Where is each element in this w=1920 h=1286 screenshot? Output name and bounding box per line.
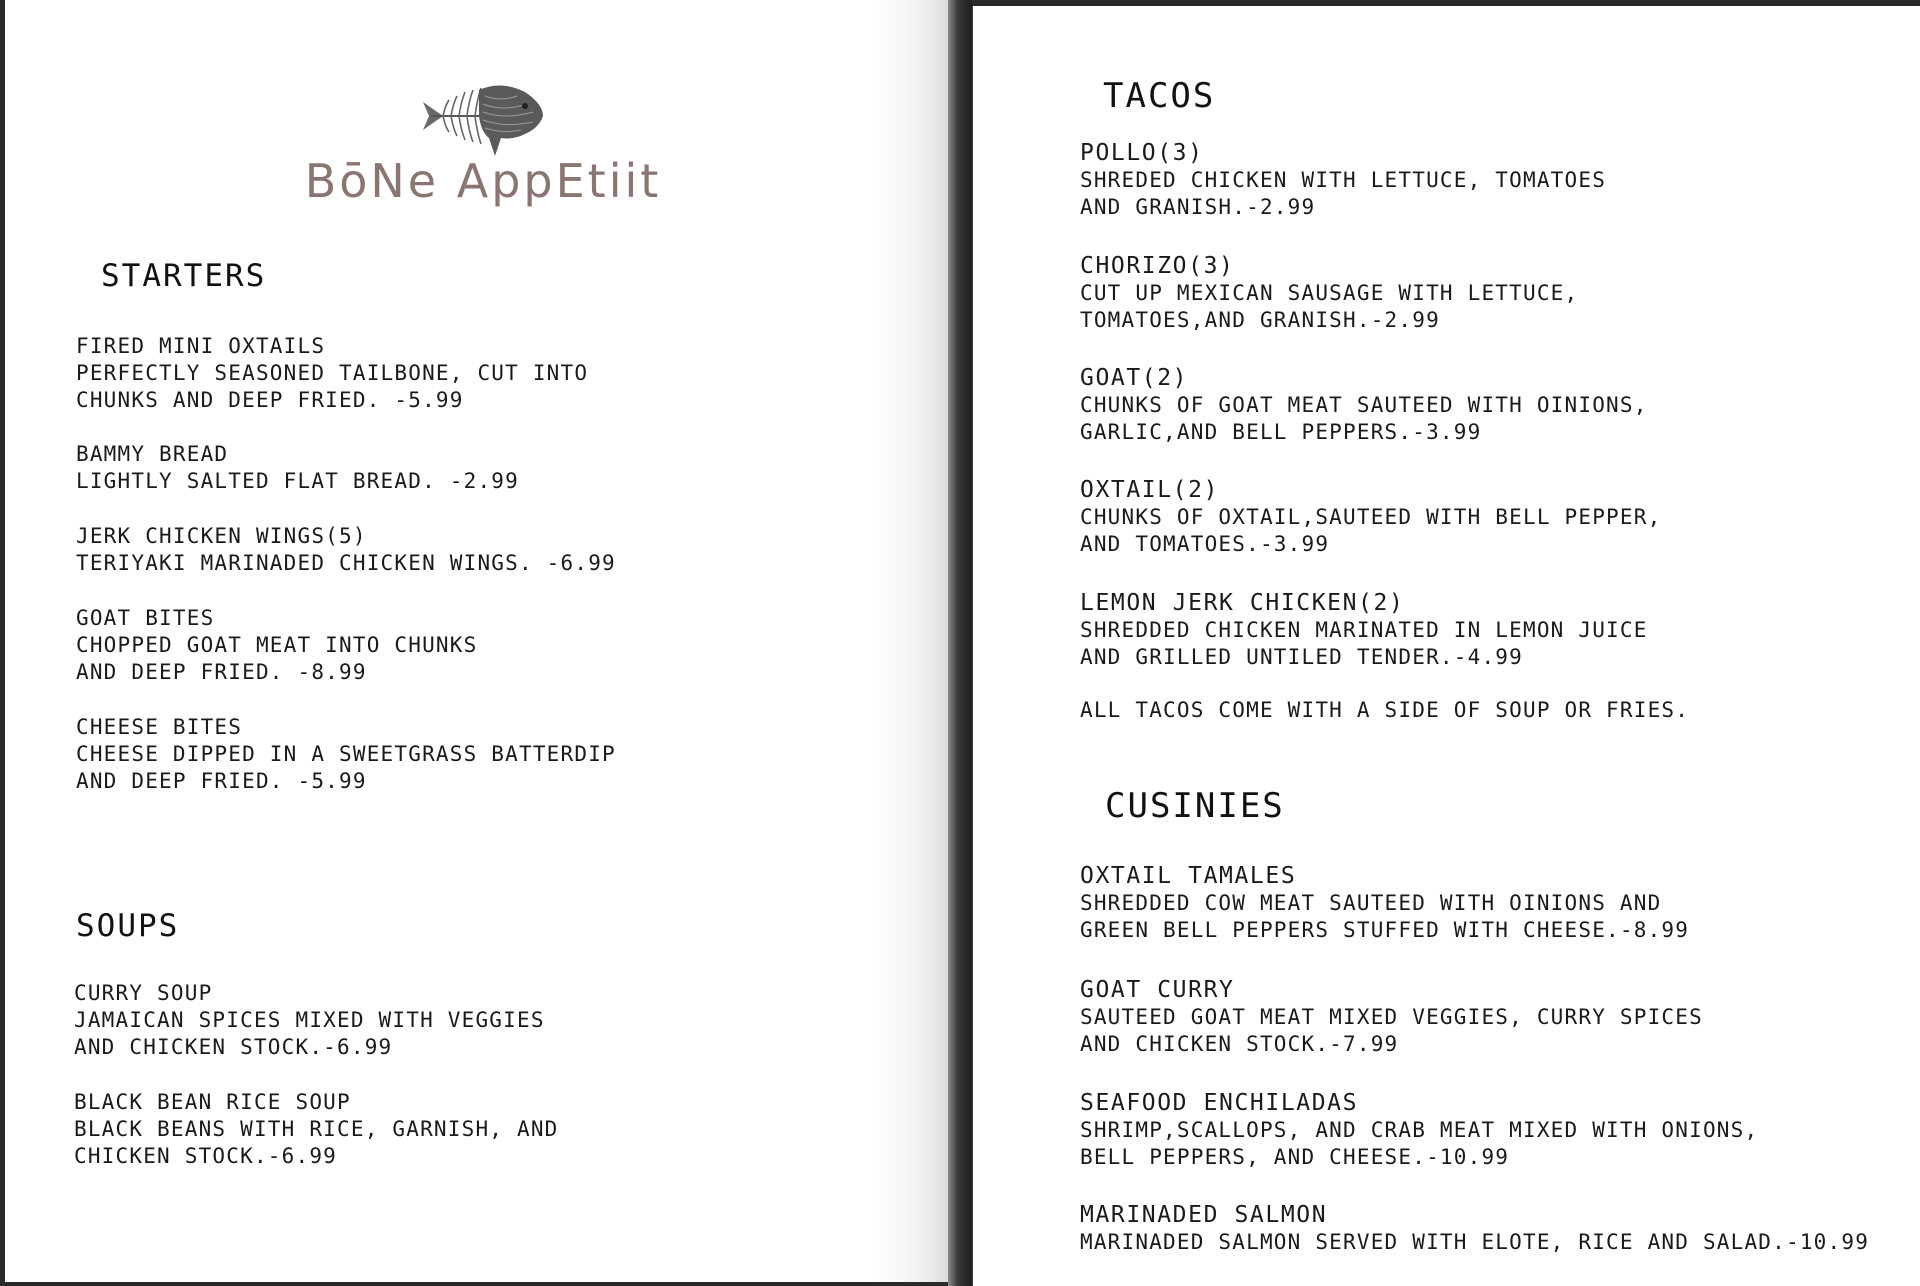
tacos-heading: TACOS <box>1103 76 1216 116</box>
item-description: CHICKEN STOCK.-6.99 <box>74 1144 338 1168</box>
item-description: CHEESE DIPPED IN A SWEETGRASS BATTERDIP <box>76 742 616 766</box>
cusinies-heading: CUSINIES <box>1105 786 1285 826</box>
menu-item <box>74 1089 559 1170</box>
item-description: AND CHICKEN STOCK.-6.99 <box>74 1035 393 1059</box>
item-description: MARINADED SALMON SERVED WITH ELOTE, RICE AND SALAD.-10.99 <box>1080 1230 1870 1254</box>
item-description: JAMAICAN SPICES MIXED WITH VEGGIES <box>74 1008 545 1032</box>
item-description: AND CHICKEN STOCK.-7.99 <box>1080 1032 1399 1056</box>
item-description: AND DEEP FRIED. -8.99 <box>76 660 367 684</box>
item-description: AND DEEP FRIED. -5.99 <box>76 769 367 793</box>
menu-item <box>1080 1201 1869 1256</box>
book-gutter <box>948 0 972 1286</box>
soups-heading: SOUPS <box>76 908 180 944</box>
item-name: CURRY SOUP <box>74 981 213 1005</box>
menu-item <box>76 523 616 577</box>
menu-left-page <box>5 0 948 1282</box>
menu-item <box>1080 139 1606 221</box>
item-description: SHREDDED COW MEAT SAUTEED WITH OINIONS AND <box>1080 891 1662 915</box>
item-description: GARLIC,AND BELL PEPPERS.-3.99 <box>1080 420 1482 444</box>
item-name: FIRED MINI OXTAILS <box>76 334 326 358</box>
tacos-side-note: ALL TACOS COME WITH A SIDE OF SOUP OR FRIES. <box>1080 698 1690 722</box>
fish-skeleton-icon <box>421 82 545 162</box>
item-description: LIGHTLY SALTED FLAT BREAD. -2.99 <box>76 469 519 493</box>
menu-item <box>76 441 519 495</box>
item-name: JERK CHICKEN WINGS(5) <box>76 524 367 548</box>
item-name: POLLO(3) <box>1080 140 1204 166</box>
item-name: GOAT BITES <box>76 606 215 630</box>
item-description: CHUNKS OF OXTAIL,SAUTEED WITH BELL PEPPER, <box>1080 505 1662 529</box>
menu-item <box>1080 589 1648 671</box>
item-description: SHREDED CHICKEN WITH LETTUCE, TOMATOES <box>1080 168 1607 192</box>
item-description: AND GRILLED UNTILED TENDER.-4.99 <box>1080 645 1523 669</box>
item-name: MARINADED SALMON <box>1080 1202 1328 1228</box>
item-description: TOMATOES,AND GRANISH.-2.99 <box>1080 308 1440 332</box>
menu-item <box>1080 1089 1758 1171</box>
restaurant-logo <box>303 82 663 212</box>
item-name: GOAT(2) <box>1080 365 1189 391</box>
item-name: CHORIZO(3) <box>1080 253 1235 279</box>
item-name: CHEESE BITES <box>76 715 243 739</box>
item-description: CHUNKS AND DEEP FRIED. -5.99 <box>76 388 464 412</box>
item-description: AND GRANISH.-2.99 <box>1080 195 1316 219</box>
item-description: TERIYAKI MARINADED CHICKEN WINGS. -6.99 <box>76 551 616 575</box>
item-description: CUT UP MEXICAN SAUSAGE WITH LETTUCE, <box>1080 281 1579 305</box>
item-description: BLACK BEANS WITH RICE, GARNISH, AND <box>74 1117 559 1141</box>
item-name: BAMMY BREAD <box>76 442 229 466</box>
item-name: OXTAIL TAMALES <box>1080 863 1297 889</box>
menu-item <box>76 333 588 414</box>
starters-heading: STARTERS <box>101 258 267 294</box>
menu-item <box>76 605 477 686</box>
menu-item <box>1080 862 1689 944</box>
item-description: CHOPPED GOAT MEAT INTO CHUNKS <box>76 633 478 657</box>
logo-wordmark: BōNe AppEtiit <box>304 154 662 208</box>
menu-item <box>74 980 545 1061</box>
item-description: SAUTEED GOAT MEAT MIXED VEGGIES, CURRY SPICES <box>1080 1005 1703 1029</box>
menu-item <box>1080 976 1703 1058</box>
menu-item <box>1080 476 1661 558</box>
menu-item <box>1080 364 1648 446</box>
item-description: PERFECTLY SEASONED TAILBONE, CUT INTO <box>76 361 589 385</box>
menu-item <box>1080 252 1578 334</box>
item-name: GOAT CURRY <box>1080 977 1235 1003</box>
item-name: LEMON JERK CHICKEN(2) <box>1080 590 1405 616</box>
item-name: OXTAIL(2) <box>1080 477 1220 503</box>
item-name: SEAFOOD ENCHILADAS <box>1080 1090 1359 1116</box>
item-description: BELL PEPPERS, AND CHEESE.-10.99 <box>1080 1145 1510 1169</box>
item-description: AND TOMATOES.-3.99 <box>1080 532 1330 556</box>
item-description: SHREDDED CHICKEN MARINATED IN LEMON JUICE <box>1080 618 1648 642</box>
menu-item <box>76 714 616 795</box>
item-name: BLACK BEAN RICE SOUP <box>74 1090 351 1114</box>
item-description: GREEN BELL PEPPERS STUFFED WITH CHEESE.-8.99 <box>1080 918 1690 942</box>
item-description: SHRIMP,SCALLOPS, AND CRAB MEAT MIXED WITH ONIONS, <box>1080 1118 1759 1142</box>
menu-right-page <box>972 6 1920 1286</box>
item-description: CHUNKS OF GOAT MEAT SAUTEED WITH OINIONS, <box>1080 393 1648 417</box>
